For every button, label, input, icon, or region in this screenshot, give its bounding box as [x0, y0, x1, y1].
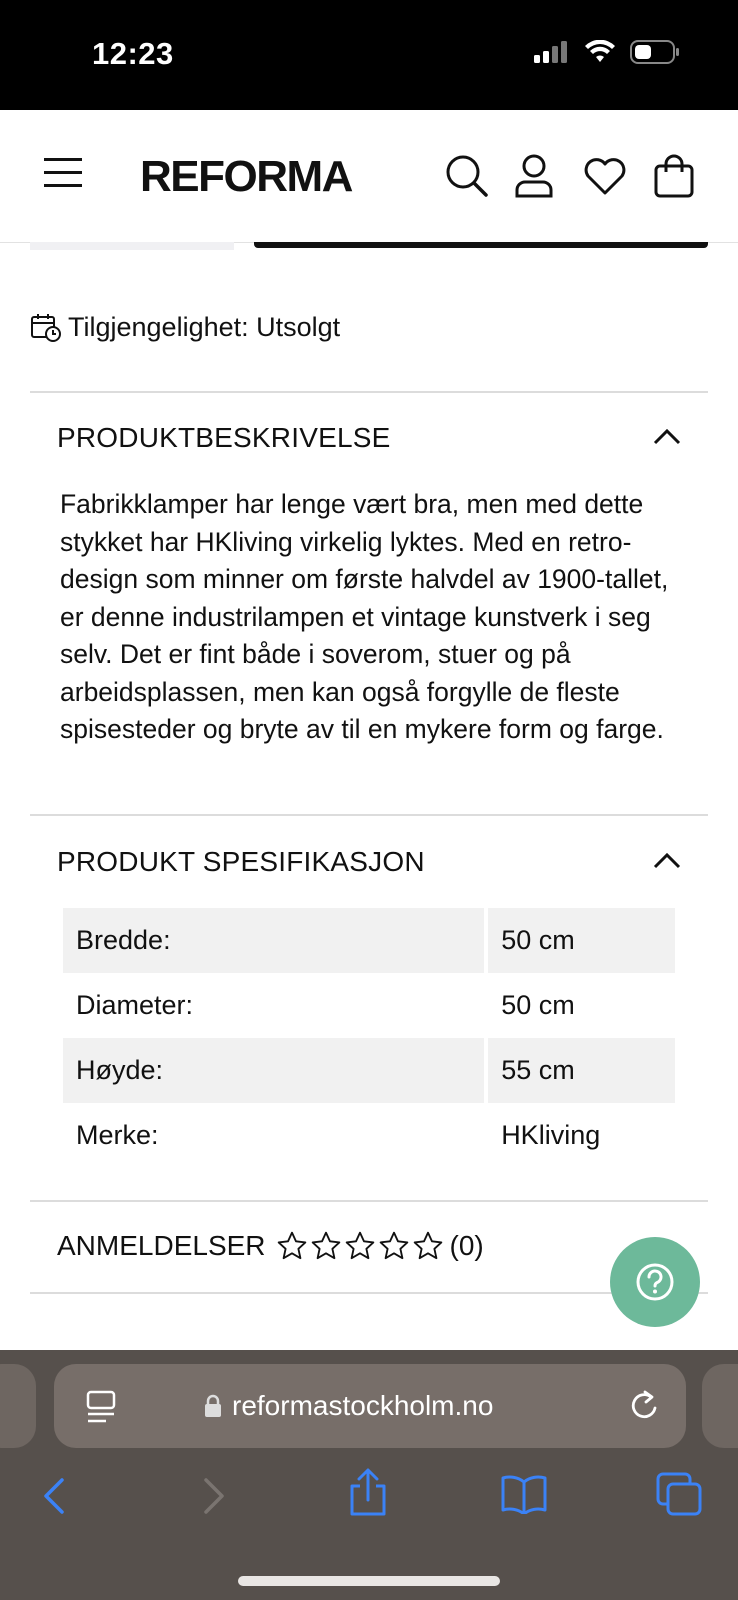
- table-row: [63, 973, 675, 1038]
- spec-label: Høyde:: [63, 1038, 484, 1103]
- rating-stars: [276, 1230, 444, 1262]
- reload-icon[interactable]: [628, 1388, 662, 1424]
- spec-label: Diameter:: [76, 990, 194, 1020]
- browser-toolbar: [0, 1460, 738, 1540]
- status-time: 12:23: [92, 36, 174, 71]
- wishlist-heart-icon[interactable]: [583, 158, 627, 196]
- review-count: (0): [449, 1230, 484, 1261]
- site-header: [0, 110, 738, 243]
- star-empty-icon: [412, 1230, 444, 1262]
- site-logo[interactable]: REFORMA: [140, 152, 352, 201]
- availability-line: [30, 312, 340, 343]
- chevron-up-icon[interactable]: [652, 852, 682, 870]
- wifi-icon: [584, 40, 616, 64]
- spec-value: HKliving: [501, 1120, 601, 1150]
- spec-value: 50 cm: [488, 908, 675, 973]
- description-text: Fabrikklamper har lenge vært bra, men med dette stykket har HKliving virkelig lyktes. Med en retro-design som minner om første halvdel av 1900-tallet, er denne industrilampen et vintage kunstverk i seg selv. Det er fint både i soverom, stuer og på arbeidsplassen, men kan også forgylle de fleste spisesteder og bryte av til en mykere form og farge.: [60, 489, 669, 744]
- status-bar: [0, 0, 738, 110]
- spec-value: 55 cm: [488, 1038, 675, 1103]
- question-mark-icon: [635, 1262, 675, 1302]
- divider: [30, 1292, 708, 1294]
- forward-arrow-icon[interactable]: [198, 1476, 228, 1516]
- table-row: [63, 1103, 675, 1168]
- chevron-up-icon[interactable]: [652, 428, 682, 446]
- spec-label: Bredde:: [63, 908, 484, 973]
- hamburger-menu-icon[interactable]: [44, 158, 82, 188]
- table-row: [63, 908, 675, 973]
- shopping-bag-icon[interactable]: [654, 154, 694, 198]
- url-text: reformastockholm.no: [232, 1390, 494, 1421]
- bookmarks-book-icon[interactable]: [500, 1474, 548, 1514]
- battery-icon: [630, 40, 680, 64]
- help-chat-button[interactable]: [610, 1237, 700, 1327]
- calendar-clock-icon: [30, 313, 62, 343]
- divider: [30, 814, 708, 816]
- spec-label: Merke:: [76, 1120, 159, 1150]
- section-title-description[interactable]: PRODUKTBESKRIVELSE: [57, 422, 391, 453]
- availability-text: Tilgjengelighet: Utsolgt: [68, 312, 341, 342]
- home-indicator[interactable]: [238, 1576, 500, 1586]
- divider: [30, 391, 708, 393]
- specification-table: [63, 908, 675, 1168]
- search-icon[interactable]: [445, 154, 489, 198]
- cellular-signal-icon: [534, 41, 570, 63]
- browser-bottom-bar: [0, 1350, 738, 1600]
- star-empty-icon: [344, 1230, 376, 1262]
- star-empty-icon: [378, 1230, 410, 1262]
- table-row: [63, 1038, 675, 1103]
- previous-tab-preview[interactable]: [0, 1364, 36, 1448]
- account-icon[interactable]: [514, 154, 554, 198]
- star-empty-icon: [310, 1230, 342, 1262]
- reviews-header[interactable]: [57, 1230, 484, 1262]
- back-arrow-icon[interactable]: [40, 1476, 70, 1516]
- add-to-cart-button-edge[interactable]: [254, 242, 708, 248]
- divider: [30, 1200, 708, 1202]
- section-title-specification[interactable]: PRODUKT SPESIFIKASJON: [57, 846, 425, 877]
- reader-mode-icon[interactable]: [86, 1390, 116, 1424]
- lock-icon: [204, 1394, 222, 1418]
- quantity-selector-edge: [30, 242, 234, 250]
- star-empty-icon: [276, 1230, 308, 1262]
- address-bar[interactable]: [54, 1364, 686, 1448]
- spec-value: 50 cm: [501, 990, 575, 1020]
- share-icon[interactable]: [348, 1468, 388, 1518]
- tabs-icon[interactable]: [656, 1472, 702, 1516]
- next-tab-preview[interactable]: [702, 1364, 738, 1448]
- section-title-reviews: ANMELDELSER: [57, 1230, 266, 1261]
- status-icons: [534, 40, 680, 64]
